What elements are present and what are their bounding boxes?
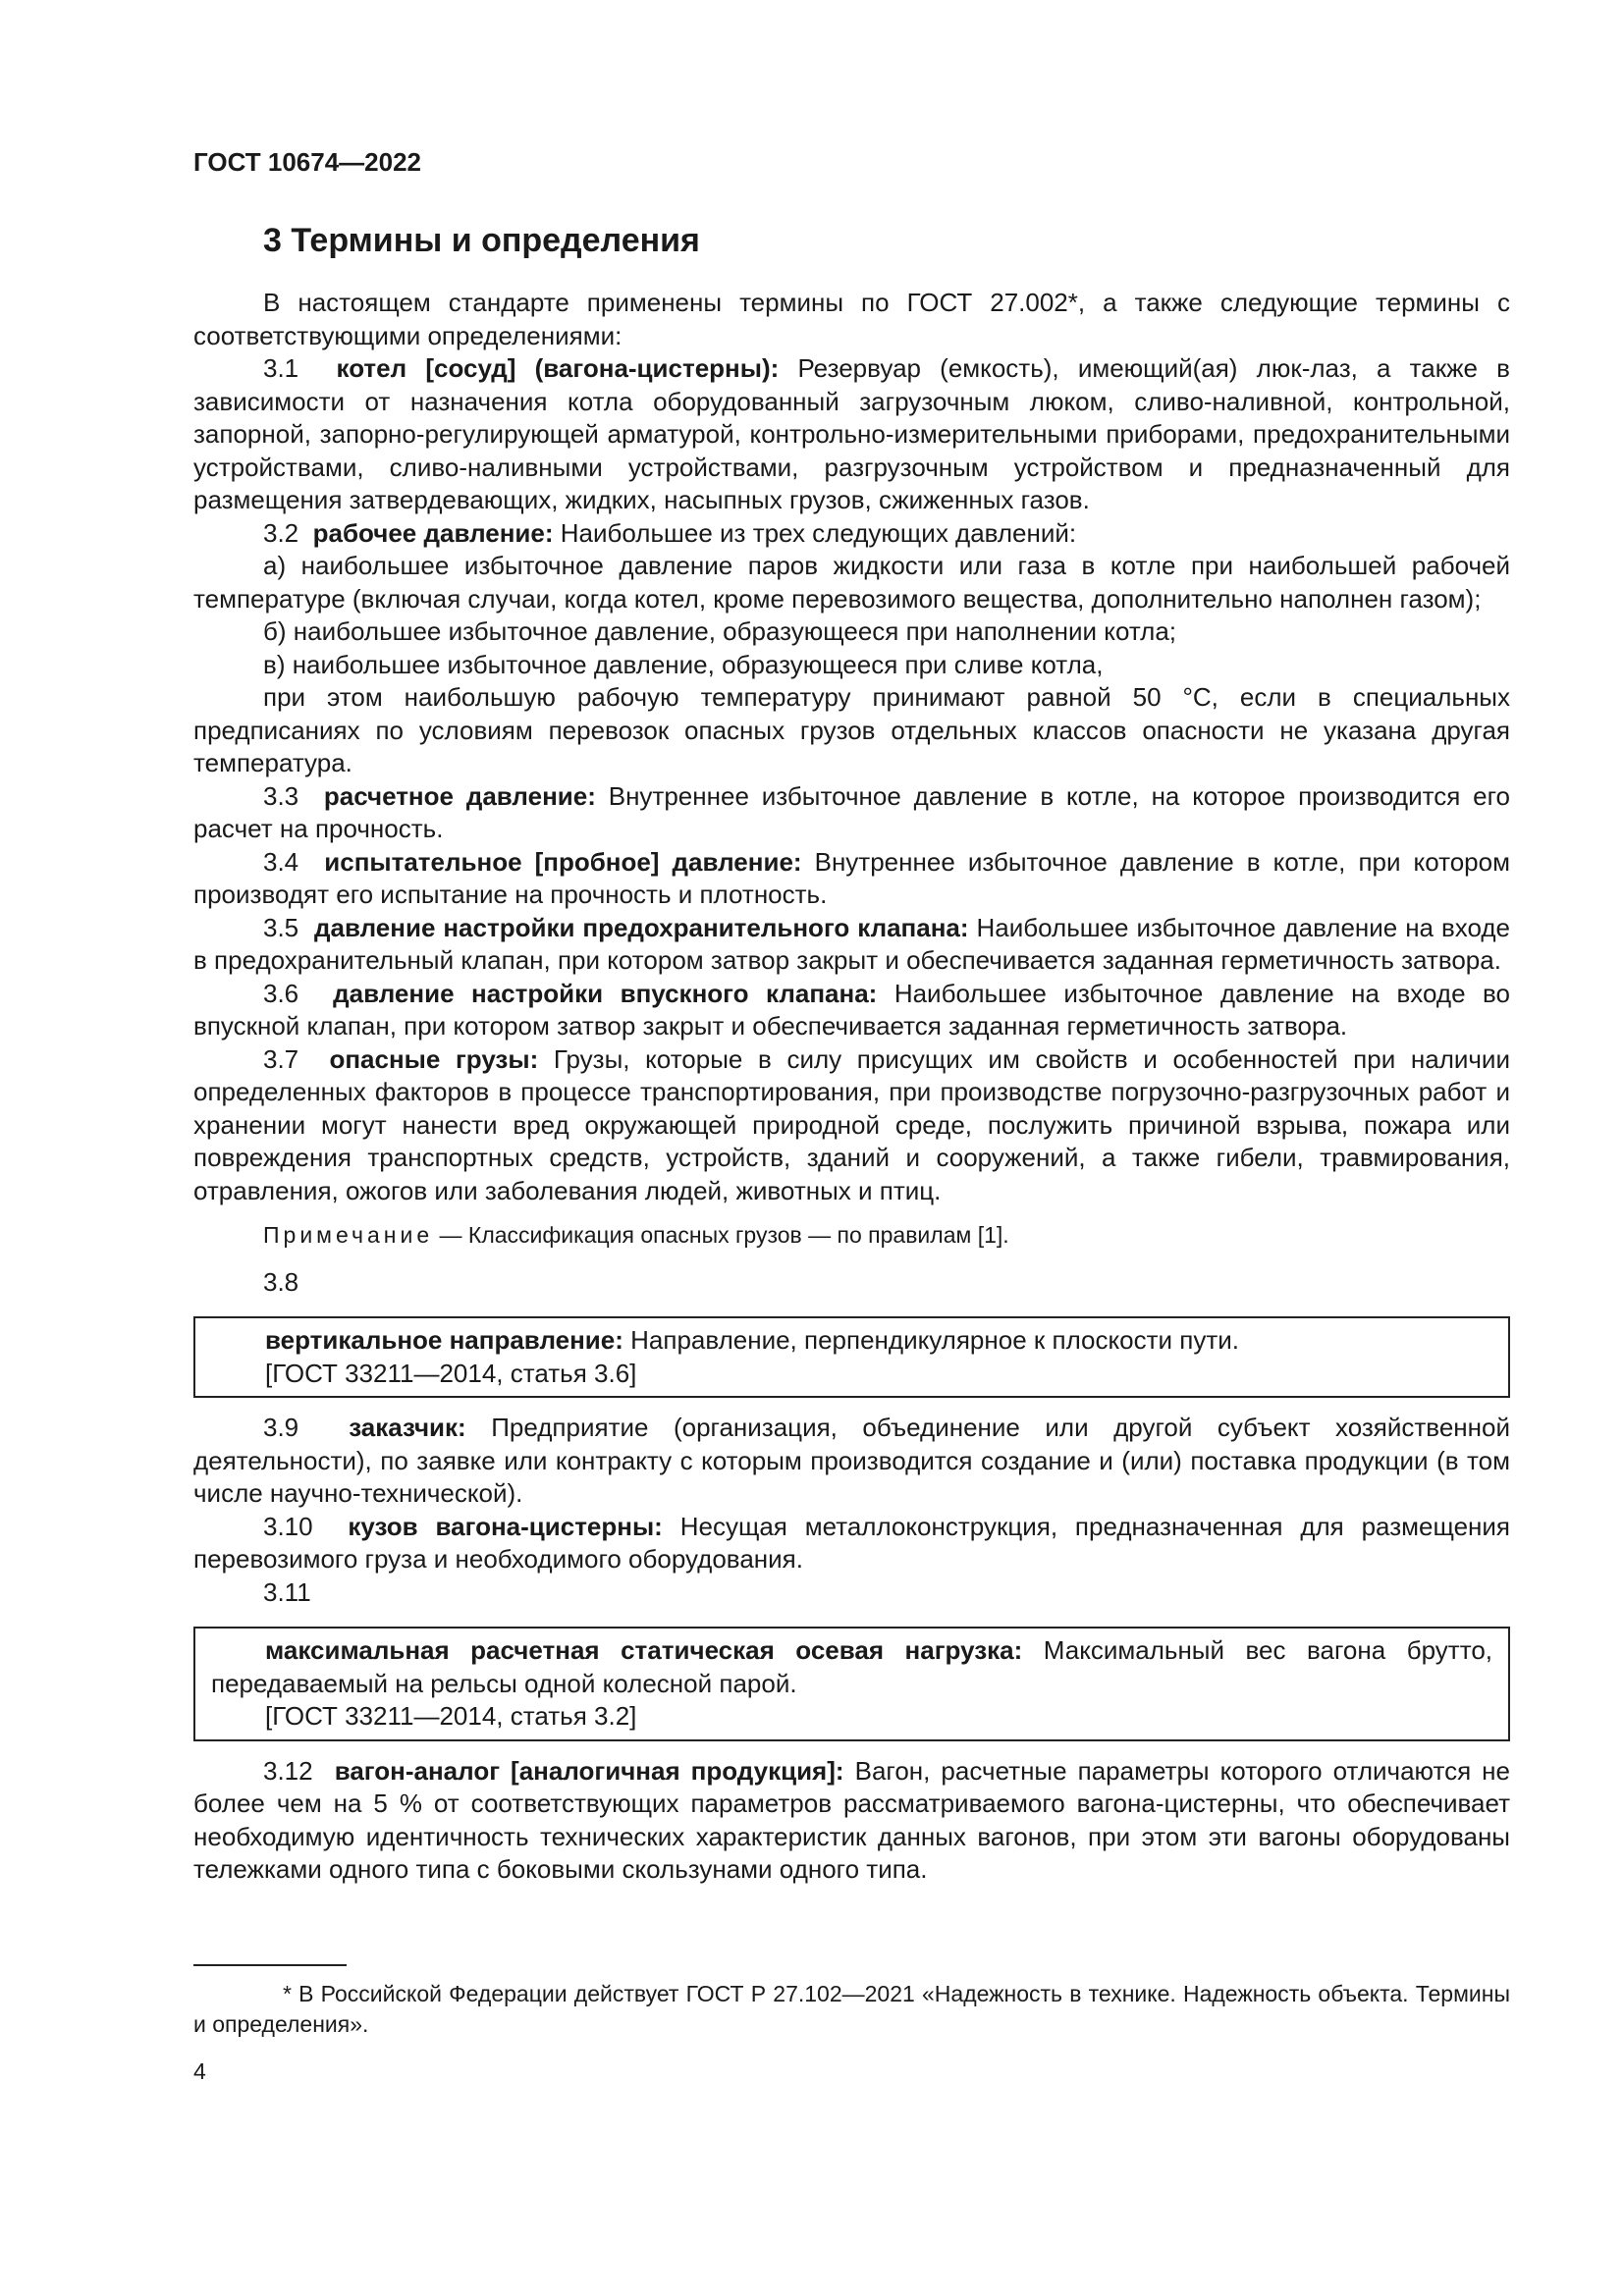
term-definition: Внутреннее избыточное давление в котле, при котором производят его испытание на прочность и плотность. bbox=[193, 846, 1510, 909]
term-number: 3.2 bbox=[263, 517, 299, 548]
term-name: рабочее давление: bbox=[312, 517, 554, 548]
term-3-9 bbox=[193, 1412, 1510, 1511]
intro-paragraph: В настоящем стандарте применены термины по ГОСТ 27.002*, а также следующие термины с соответствующими определениями: bbox=[193, 288, 1510, 350]
term-3-11-number: 3.11 bbox=[263, 1576, 311, 1607]
term-definition: Наибольшее избыточное давление на входе в предохранительный клапан, при котором затвор закрыт и обеспечивается заданная герметичность затвора. bbox=[193, 912, 1510, 975]
footnote-divider bbox=[193, 1964, 347, 1966]
term-definition: Несущая металлоконструкция, предназначенная для размещения перевозимого груза и необходимого оборудования. bbox=[193, 1511, 1511, 1574]
term-3-8-box bbox=[193, 1316, 1510, 1398]
document-header: ГОСТ 10674—2022 bbox=[193, 147, 421, 177]
term-name: расчетное давление: bbox=[323, 780, 596, 811]
term-3-2 bbox=[193, 517, 1510, 551]
term-definition: Предприятие (организация, объединение или другой субъект хозяйственной деятельности), по заявке или контракту с которым производится создание и (или) поставка продукции (в том числе научно-технической). bbox=[193, 1413, 1510, 1508]
term-definition: Направление, перпендикулярное к плоскости пути. bbox=[630, 1325, 1240, 1355]
term-name: заказчик: bbox=[349, 1413, 466, 1442]
term-definition: Грузы, которые в силу присущих им свойств и особенностей при наличии определенных факторов в процессе транспортирования, при производстве погрузочно-разгрузочных работ и хранении могут нанести вред окружающей природной среде, послужить причиной взрыва, пожара или повреждения транспортных средств, устройств, зданий и сооружений, а также гибели, травмирования, отравления, ожогов или заболевания людей, животных и птиц. bbox=[193, 1043, 1510, 1205]
note-label: Примечание bbox=[263, 1222, 434, 1248]
term-definition: Наибольшее избыточное давление на входе во впускной клапан, при котором затвор закрыт и обеспечивается заданная герметичность затвора. bbox=[193, 978, 1510, 1041]
term-3-1 bbox=[193, 352, 1510, 517]
term-name: максимальная расчетная статическая осевая нагрузка: bbox=[265, 1635, 1023, 1665]
term-name: опасные грузы: bbox=[329, 1043, 539, 1074]
term-name: вертикальное направление: bbox=[265, 1325, 623, 1355]
term-name: кузов вагона-цистерны: bbox=[348, 1511, 663, 1541]
term-number: 3.6 bbox=[263, 978, 299, 1008]
term-number: 3.10 bbox=[263, 1511, 313, 1541]
document-body bbox=[193, 287, 1510, 1887]
term-3-5 bbox=[193, 912, 1510, 978]
term-3-11-citation: [ГОСТ 33211—2014, статья 3.2] bbox=[265, 1701, 637, 1731]
term-definition: Резервуар (емкость), имеющий(ая) люк-лаз, а также в зависимости от назначения котла оборудованный загрузочным люком, сливо-наливной, контрольной, запорной, запорно-регулирующей арматурой, контрольно-измерительными приборами, предохранительными устройствами, сливо-наливными устройствами, разгрузочным устройством и предназначенный для размещения затвердевающих, жидких, насыпных грузов, сжиженных газов. bbox=[193, 353, 1510, 514]
term-number: 3.5 bbox=[263, 912, 299, 942]
term-3-4 bbox=[193, 846, 1510, 912]
term-number: 3.12 bbox=[263, 1755, 313, 1786]
term-3-2-item-c: в) наибольшее избыточное давление, образующееся при сливе котла, bbox=[263, 649, 1104, 679]
page-number: 4 bbox=[193, 2058, 206, 2084]
term-3-2-tail: при этом наибольшую рабочую температуру принимают равной 50 °С, если в специальных предписаниях по условиям перевозок опасных грузов отдельных классов опасности не указана другая температура. bbox=[193, 682, 1510, 777]
term-name: давление настройки предохранительного клапана: bbox=[314, 912, 969, 942]
term-3-7 bbox=[193, 1043, 1510, 1208]
term-3-11-box bbox=[193, 1627, 1510, 1741]
term-name: давление настройки впускного клапана: bbox=[333, 978, 878, 1008]
term-number: 3.3 bbox=[263, 780, 299, 811]
term-3-10 bbox=[193, 1511, 1510, 1576]
term-definition: Наибольшее из трех следующих давлений: bbox=[560, 517, 1077, 548]
term-number: 3.1 bbox=[263, 353, 299, 383]
term-number: 3.9 bbox=[263, 1413, 299, 1442]
term-3-8-citation: [ГОСТ 33211—2014, статья 3.6] bbox=[265, 1358, 637, 1388]
term-definition: Вагон, расчетные параметры которого отличаются не более чем на 5 % от соответствующих параметров рассматриваемого вагона-цистерны, что обеспечивает необходимую идентичность технических характеристик данных вагонов, при этом эти вагоны оборудованы тележками одного типа с боковыми скользунами одного типа. bbox=[193, 1755, 1511, 1884]
term-name: испытательное [пробное] давление: bbox=[324, 846, 802, 877]
term-3-2-item-b: б) наибольшее избыточное давление, образующееся при наполнении котла; bbox=[263, 616, 1177, 646]
term-3-2-item-a: а) наибольшее избыточное давление паров жидкости или газа в котле при наибольшей рабочей температуре (включая случаи, когда котел, кроме перевозимого вещества, дополнительно наполнен газом); bbox=[193, 551, 1510, 614]
note-text: — Классификация опасных грузов — по правилам [1]. bbox=[439, 1222, 1009, 1248]
section-title: 3 Термины и определения bbox=[263, 222, 700, 259]
term-definition: Внутреннее избыточное давление в котле, на которое производится его расчет на прочность. bbox=[193, 780, 1511, 843]
term-name: вагон-аналог [аналогичная продукция]: bbox=[334, 1755, 844, 1786]
term-number: 3.7 bbox=[263, 1043, 299, 1074]
term-name: котел [сосуд] (вагона-цистерны): bbox=[336, 353, 780, 383]
term-3-12 bbox=[193, 1755, 1510, 1887]
term-3-11 bbox=[211, 1634, 1492, 1700]
term-3-6 bbox=[193, 978, 1510, 1043]
note-3-7 bbox=[193, 1219, 1510, 1253]
footnote: * В Российской Федерации действует ГОСТ Р 27.102—2021 «Надежность в технике. Надежность объекта. Термины и определения». bbox=[193, 1981, 1510, 2037]
term-number: 3.4 bbox=[263, 846, 299, 877]
term-3-8-number: 3.8 bbox=[263, 1266, 299, 1297]
term-3-8 bbox=[265, 1324, 1492, 1358]
term-definition: Максимальный вес вагона брутто, передаваемый на рельсы одной колесной парой. bbox=[211, 1635, 1492, 1698]
term-3-3 bbox=[193, 780, 1510, 846]
